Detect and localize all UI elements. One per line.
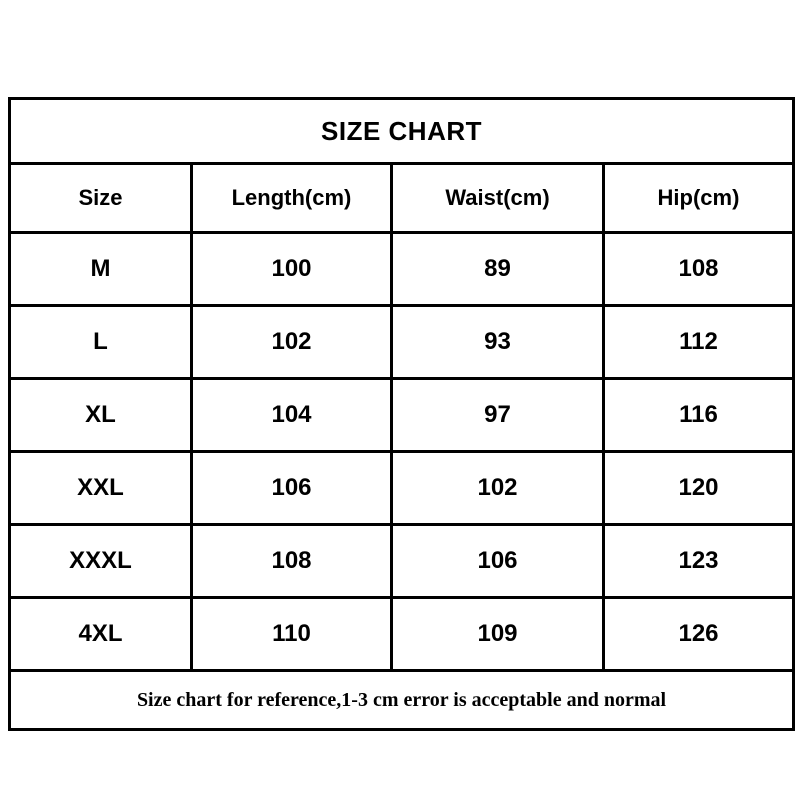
chart-title: SIZE CHART	[10, 99, 794, 164]
cell-waist: 109	[392, 598, 604, 671]
table-row	[10, 306, 794, 379]
table-header-row	[10, 164, 794, 233]
column-header-waist: Waist(cm)	[392, 164, 604, 233]
cell-hip: 116	[604, 379, 794, 452]
cell-length: 100	[192, 233, 392, 306]
cell-size: XL	[10, 379, 192, 452]
cell-waist: 97	[392, 379, 604, 452]
cell-size: L	[10, 306, 192, 379]
table-footnote-row	[10, 671, 794, 730]
cell-hip: 126	[604, 598, 794, 671]
cell-hip: 112	[604, 306, 794, 379]
table-row	[10, 452, 794, 525]
table-row	[10, 379, 794, 452]
table-row	[10, 233, 794, 306]
cell-size: XXXL	[10, 525, 192, 598]
cell-hip: 108	[604, 233, 794, 306]
table-title-row	[10, 99, 794, 164]
table-row	[10, 525, 794, 598]
cell-size: 4XL	[10, 598, 192, 671]
cell-size: M	[10, 233, 192, 306]
table-row	[10, 598, 794, 671]
cell-waist: 89	[392, 233, 604, 306]
size-chart-table	[8, 97, 795, 731]
cell-length: 108	[192, 525, 392, 598]
cell-hip: 123	[604, 525, 794, 598]
cell-waist: 106	[392, 525, 604, 598]
chart-footnote: Size chart for reference,1-3 cm error is acceptable and normal	[10, 671, 794, 730]
cell-waist: 102	[392, 452, 604, 525]
column-header-size: Size	[10, 164, 192, 233]
column-header-length: Length(cm)	[192, 164, 392, 233]
cell-length: 102	[192, 306, 392, 379]
size-chart-container	[8, 97, 792, 731]
column-header-hip: Hip(cm)	[604, 164, 794, 233]
cell-waist: 93	[392, 306, 604, 379]
cell-length: 106	[192, 452, 392, 525]
cell-length: 110	[192, 598, 392, 671]
cell-size: XXL	[10, 452, 192, 525]
cell-length: 104	[192, 379, 392, 452]
cell-hip: 120	[604, 452, 794, 525]
